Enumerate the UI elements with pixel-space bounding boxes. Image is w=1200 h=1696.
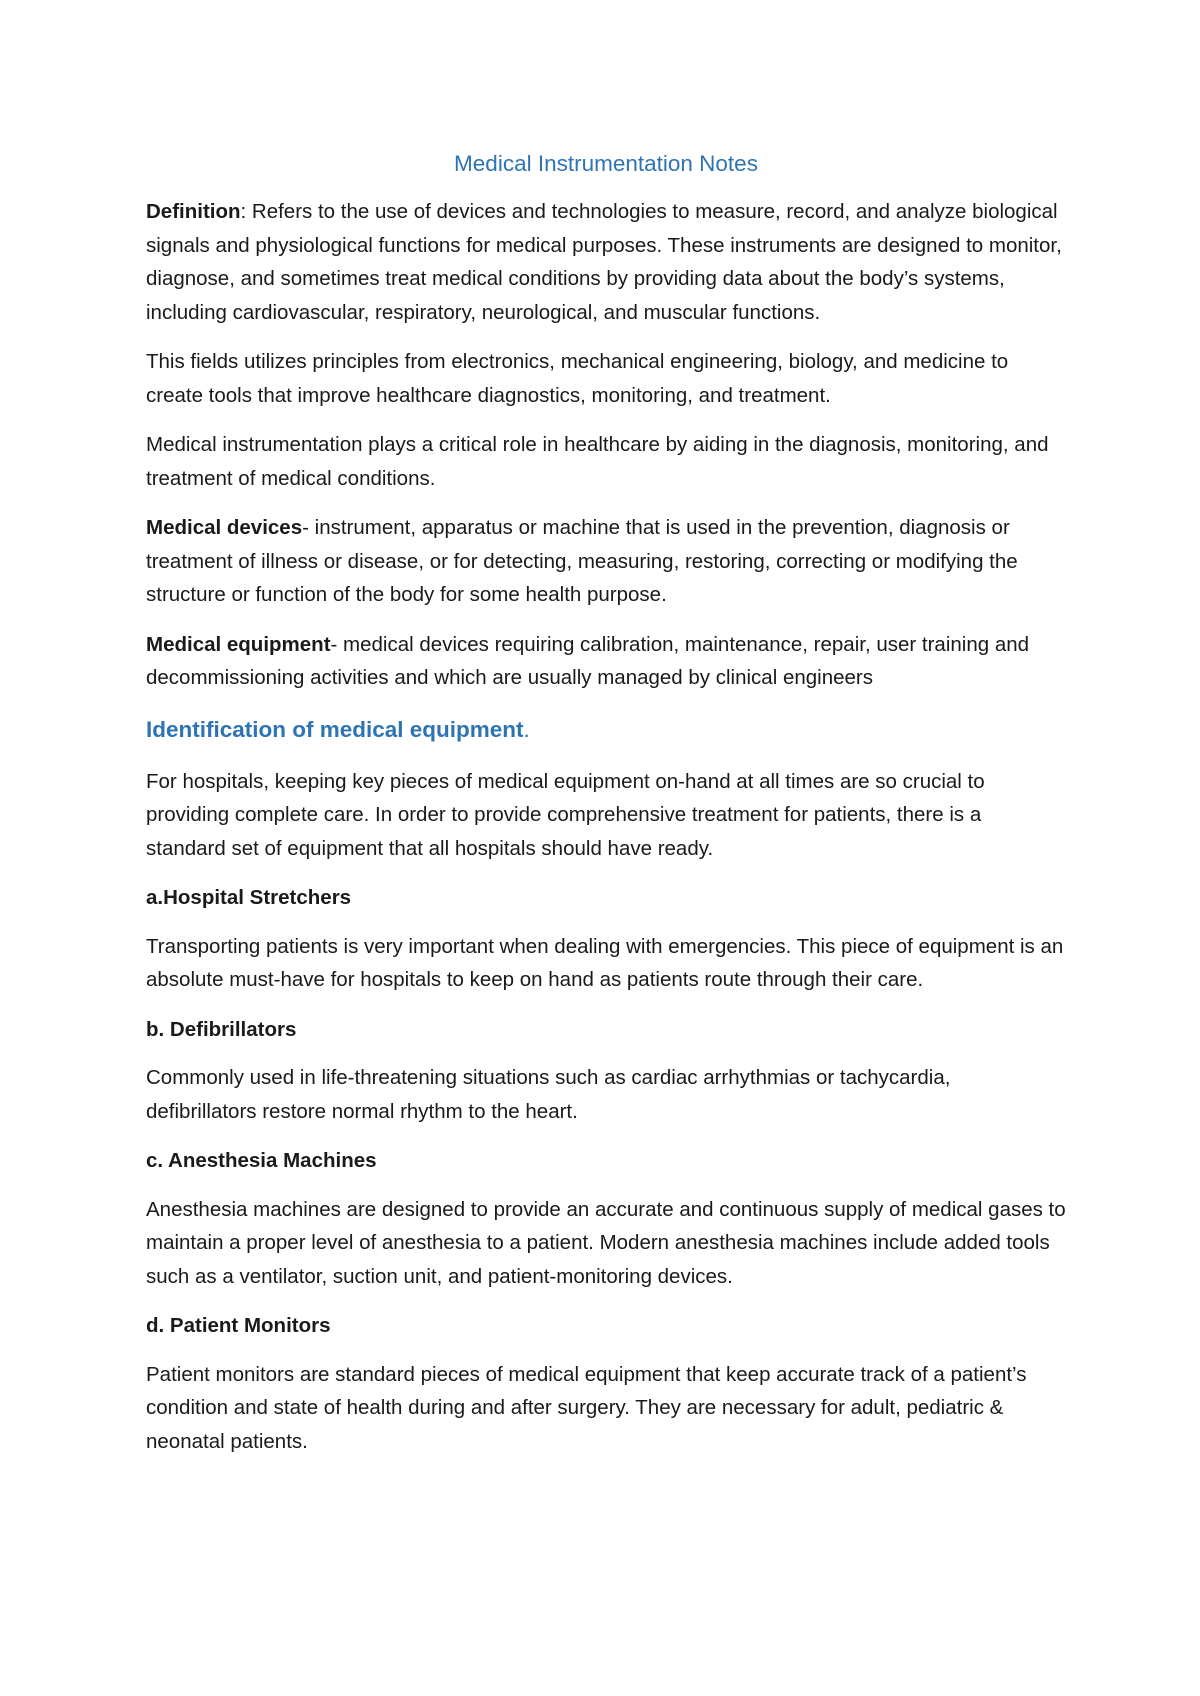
item-heading-stretchers: a.Hospital Stretchers [146, 886, 352, 909]
medical-equipment-text: - medical devices requiring calibration, maintenance, repair, user training and decommissioning activities and which are usually managed by clinical engineers [146, 632, 1030, 689]
item-text-defibrillators: Commonly used in life-threatening situations such as cardiac arrhythmias or tachycardia, defibrillators restore normal rhythm to the heart. [146, 1066, 951, 1123]
section-heading [146, 713, 1066, 747]
item-heading-defibrillators: b. Defibrillators [146, 1017, 297, 1041]
medical-devices-paragraph [146, 511, 1066, 612]
medical-equipment-paragraph [146, 628, 1066, 695]
item-heading-anesthesia: c. Anesthesia Machines [146, 1149, 377, 1172]
definition-text: : Refers to the use of devices and technologies to measure, record, and analyze biological signals and physiological functions for medical purposes. These instruments are designed to monitor, diagnose, and sometimes treat medical conditions by providing data about the body’s systems, including cardiovascular, respiratory, neurological, and muscular functions. [146, 200, 1062, 324]
medical-equipment-term: Medical equipment [146, 632, 331, 656]
item-heading-monitors: d. Patient Monitors [146, 1314, 331, 1337]
document-page [146, 147, 1066, 1474]
section-heading-text: Identification of medical equipment [146, 716, 524, 742]
medical-devices-term: Medical devices [146, 516, 303, 539]
page-title: Medical Instrumentation Notes [454, 151, 758, 176]
item-text-anesthesia: Anesthesia machines are designed to provide an accurate and continuous supply of medical gases to maintain a proper level of anesthesia to a patient. Modern anesthesia machines include added tools such as a ventilator, suction unit, and patient-monitoring devices. [146, 1197, 1066, 1288]
section-heading-suffix: . [523, 716, 530, 742]
item-text-stretchers: Transporting patients is very important when dealing with emergencies. This piece of equipment is an absolute must-have for hospitals to keep on hand as patients route through their care. [146, 934, 1064, 991]
medical-devices-text: - instrument, apparatus or machine that is used in the prevention, diagnosis or treatment of illness or disease, or for detecting, measuring, restoring, correcting or modifying the structure or function of the body for some health purpose. [146, 516, 1018, 606]
fields-paragraph: This fields utilizes principles from electronics, mechanical engineering, biology, and medicine to create tools that improve healthcare diagnostics, monitoring, and treatment. [146, 350, 1009, 407]
definition-paragraph [146, 195, 1066, 329]
definition-term: Definition [146, 200, 241, 223]
section-intro: For hospitals, keeping key pieces of medical equipment on-hand at all times are so crucial to providing complete care. In order to provide comprehensive treatment for patients, there is a standard set of equipment that all hospitals should have ready. [146, 769, 985, 860]
role-paragraph: Medical instrumentation plays a critical role in healthcare by aiding in the diagnosis, monitoring, and treatment of medical conditions. [146, 433, 1049, 490]
item-text-monitors: Patient monitors are standard pieces of medical equipment that keep accurate track of a patient’s condition and state of health during and after surgery. They are necessary for adult, pediatric & neonatal patients. [146, 1362, 1027, 1453]
